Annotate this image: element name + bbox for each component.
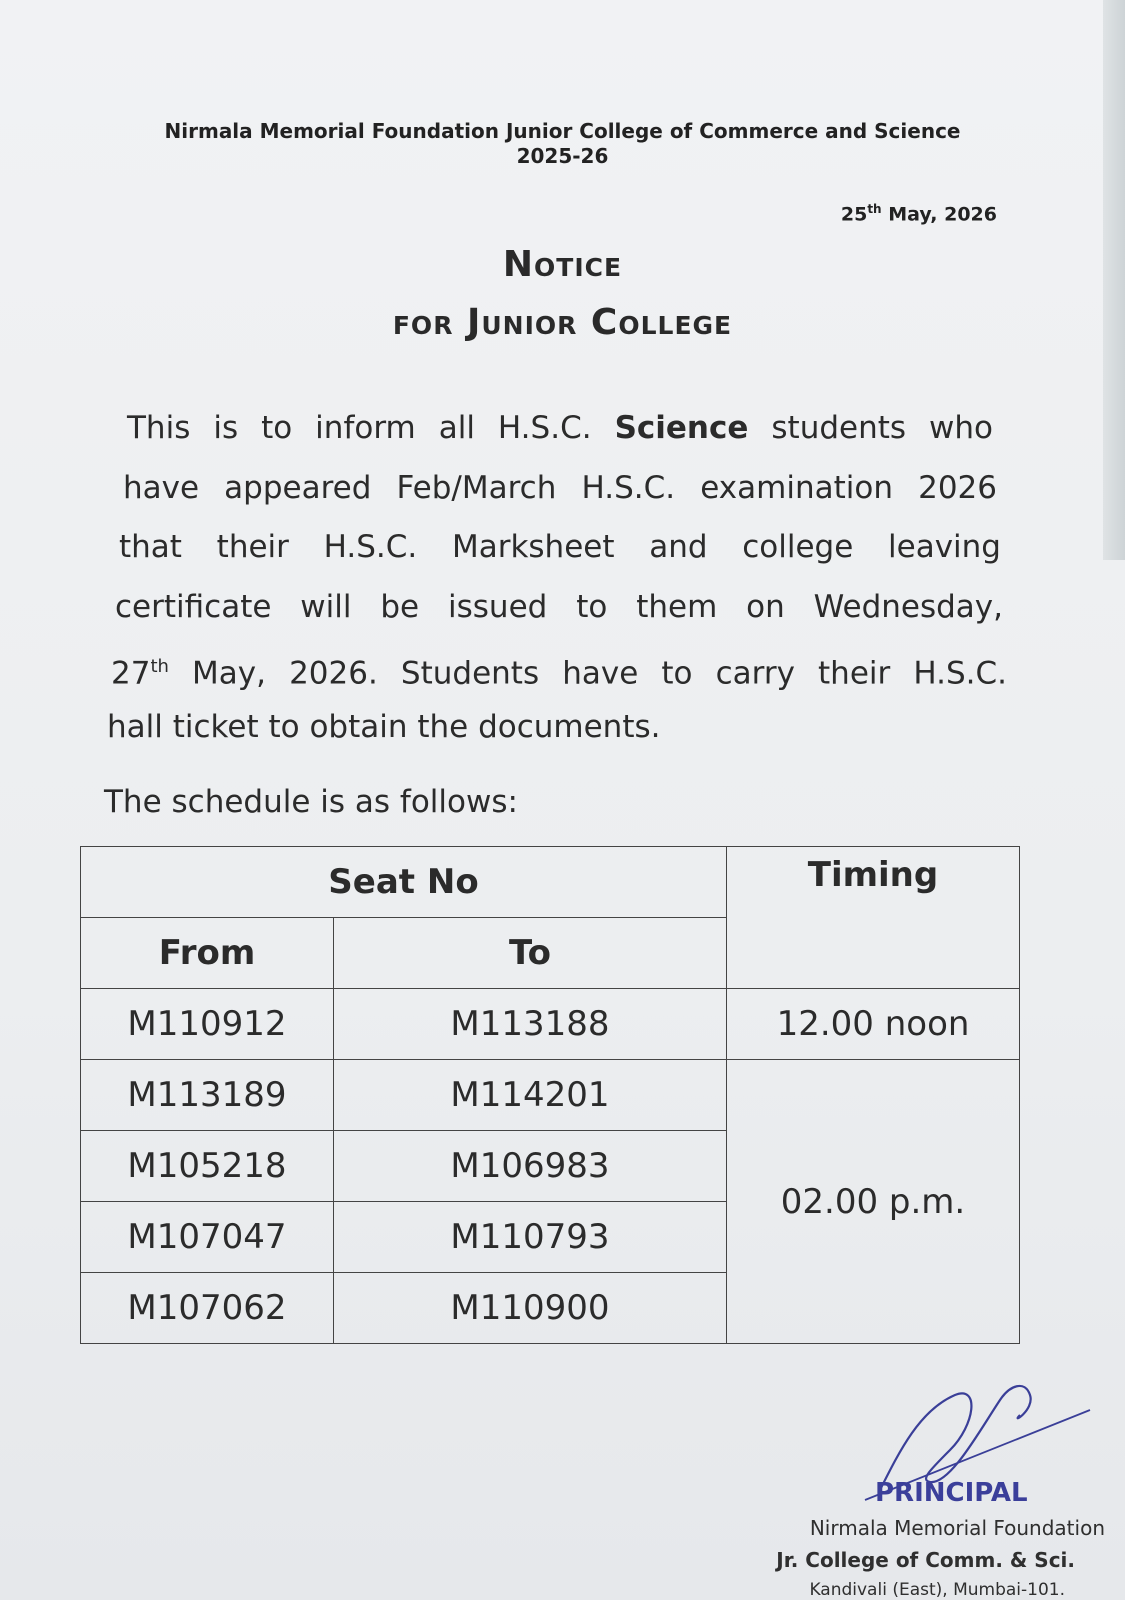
seat-to: M106983 [334, 1131, 727, 1202]
seat-to: M114201 [334, 1060, 727, 1131]
seat-from: M107062 [81, 1273, 334, 1344]
body-line-2: have appeared Feb/March H.S.C. examination 2026 [123, 470, 997, 506]
principal-title: PRINCIPAL [875, 1478, 1028, 1508]
table-row [81, 989, 1020, 1060]
timing-cell: 02.00 p.m. [727, 1060, 1020, 1344]
seat-from: M110912 [81, 989, 334, 1060]
stamp-line-2: Jr. College of Comm. & Sci. [776, 1548, 1075, 1572]
timing-cell: 12.00 noon [727, 989, 1020, 1060]
schedule-intro: The schedule is as follows: [104, 784, 518, 820]
body-line-5-suffix: th [150, 656, 169, 677]
body-line-1 [127, 398, 993, 458]
academic-year: 2025-26 [516, 144, 609, 168]
seat-to: M110900 [334, 1273, 727, 1344]
body-line-6: hall ticket to obtain the documents. [107, 709, 661, 745]
date-suffix: th [867, 202, 882, 216]
body-line-1-post: students who [771, 410, 994, 446]
stamp-line-3: Kandivali (East), Mumbai-101. [809, 1580, 1065, 1600]
header-to: To [334, 918, 727, 989]
seat-from: M107047 [81, 1202, 334, 1273]
body-line-1-bold: Science [614, 410, 749, 446]
date-rest: May, 2026 [888, 203, 997, 226]
table-header-row [81, 847, 1020, 918]
seat-from: M105218 [81, 1131, 334, 1202]
header-timing: Timing [727, 847, 1020, 989]
notice-date [841, 202, 997, 225]
institution-name: Nirmala Memorial Foundation Junior College of Commerce and Science [164, 119, 961, 143]
body-line-4: certificate will be issued to them on Wednesday, [115, 589, 1003, 625]
schedule-table [80, 846, 1020, 1344]
table-row [81, 1060, 1020, 1131]
date-day: 25 [840, 203, 868, 226]
body-line-3: that their H.S.C. Marksheet and college leaving [119, 529, 1001, 565]
notice-subtitle: for Junior College [392, 302, 733, 343]
seat-to: M113188 [334, 989, 727, 1060]
seat-to: M110793 [334, 1202, 727, 1273]
seat-from: M113189 [81, 1060, 334, 1131]
header-from: From [81, 918, 334, 989]
body-line-5 [111, 637, 1007, 703]
header-seat-no: Seat No [81, 847, 727, 918]
body-line-1-pre: This is to inform all H.S.C. [127, 410, 592, 446]
stamp-line-1: Nirmala Memorial Foundation [809, 1516, 1105, 1540]
notice-title: Notice [502, 244, 623, 285]
body-line-5-day: 27 [111, 655, 151, 692]
body-line-5-rest: May, 2026. Students have to carry their H.S.C. [192, 655, 1008, 692]
